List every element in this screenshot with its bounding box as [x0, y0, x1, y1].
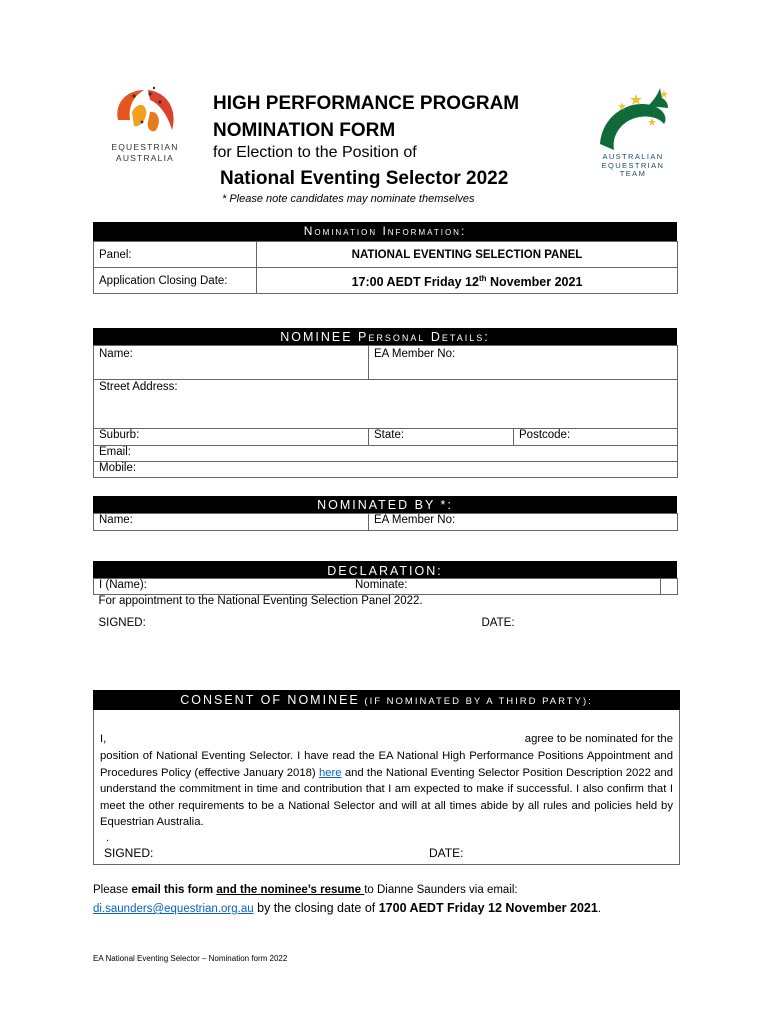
nominator-member-no-field[interactable]: EA Member No: [369, 514, 678, 531]
form-title-line2: NOMINATION FORM [213, 120, 396, 141]
policy-link[interactable]: here [318, 766, 342, 779]
declaration-heading: DECLARATION: [93, 561, 677, 578]
nominee-details-heading: NOMINEE Personal Details: [93, 328, 677, 345]
panel-label: Panel: [94, 242, 257, 268]
nominee-suburb-field[interactable]: Suburb: [94, 429, 369, 446]
nominator-name-field[interactable]: Name: [94, 514, 369, 531]
closing-date-value: 17:00 AEDT Friday 12th November 2021 [257, 268, 678, 294]
consent-text [100, 731, 673, 863]
consent-dot: . [106, 831, 110, 844]
position-title: National Eventing Selector 2022 [220, 168, 509, 189]
australian-equestrian-team-logo [592, 84, 674, 154]
consent-date-field[interactable]: DATE: [429, 845, 464, 860]
nominee-member-no-field[interactable]: EA Member No: [369, 346, 678, 380]
declaration-sign-row [99, 617, 673, 633]
nominee-postcode-field[interactable]: Postcode: [514, 429, 678, 446]
nomination-info-heading: Nomination Information: [93, 222, 677, 241]
submission-instructions: Please email this form and the nominee’s resume to Dianne Saunders via email: di.saunders@equestrian.org.au by the closing date of 1700 AEDT Friday 12 November 2021. [93, 884, 602, 915]
declaration-table [93, 578, 678, 647]
form-title-line1: HIGH PERFORMANCE PROGRAM [213, 93, 520, 114]
declaration-date-field[interactable]: DATE: [481, 617, 515, 629]
declaration-signed-field[interactable]: SIGNED: [98, 617, 146, 629]
aet-logo-line3: TEAM [619, 169, 647, 178]
nominee-details-table [93, 345, 678, 478]
nominee-name-field[interactable]: Name: [94, 346, 369, 380]
consent-signed-field[interactable]: SIGNED: [104, 845, 154, 860]
aet-logo-text [588, 153, 678, 179]
declaration-body [94, 595, 678, 647]
submission-email-link[interactable]: di.saunders@equestrian.org.au [93, 903, 254, 915]
ea-logo-line1: EQUESTRIAN [111, 142, 179, 152]
page-footer: EA National Eventing Selector – Nomination form 2022 [93, 954, 288, 963]
consent-sign-row [100, 845, 673, 863]
consent-body: position of National Eventing Selector. I have read the EA National High Performance Positions Appointment and Procedures Policy (effective January 2018) here and the National Eventing Selector Position Description 2022 and understand the commitment in time and contribution that I am expected to make if successful. I also confirm that I meet the other requirements to be a National Selector and will at all times abide by all rules and policies held by Equestrian Australia. [100, 750, 673, 828]
nominee-state-field[interactable]: State: [369, 429, 514, 446]
panel-value: NATIONAL EVENTING SELECTION PANEL [257, 242, 678, 268]
aet-logo-line1: AUSTRALIAN [602, 152, 664, 161]
consent-heading: CONSENT OF NOMINEE (IF NOMINATED BY A THIRD PARTY): [93, 690, 680, 710]
declaration-name-field[interactable]: I (Name): [94, 579, 351, 595]
ea-logo-line2: AUSTRALIA [115, 153, 175, 163]
declaration-appointment-text: For appointment to the National Eventing Selection Panel 2022. [98, 595, 423, 607]
form-subtitle: for Election to the Position of [213, 144, 417, 161]
nomination-info-table [93, 241, 678, 294]
nominated-by-table [93, 513, 678, 531]
consent-first-line [100, 731, 673, 748]
declaration-nominate-field[interactable]: Nominate: [350, 579, 661, 595]
consent-name-field[interactable]: I, [100, 733, 107, 745]
closing-date-label: Application Closing Date: [94, 268, 257, 294]
declaration-spacer [661, 579, 678, 595]
nominated-by-heading: NOMINATED BY *: [93, 496, 677, 513]
form-title [213, 90, 573, 144]
nominee-street-field[interactable]: Street Address: [94, 380, 678, 429]
aet-logo-line2: EQUESTRIAN [601, 160, 665, 170]
nominee-email-field[interactable]: Email: [94, 446, 678, 462]
consent-agree-text: agree to be nominated for the [524, 733, 673, 745]
self-nomination-note: * Please note candidates may nominate themselves [222, 193, 475, 205]
ea-logo-text [104, 142, 186, 164]
nominee-mobile-field[interactable]: Mobile: [94, 462, 678, 478]
